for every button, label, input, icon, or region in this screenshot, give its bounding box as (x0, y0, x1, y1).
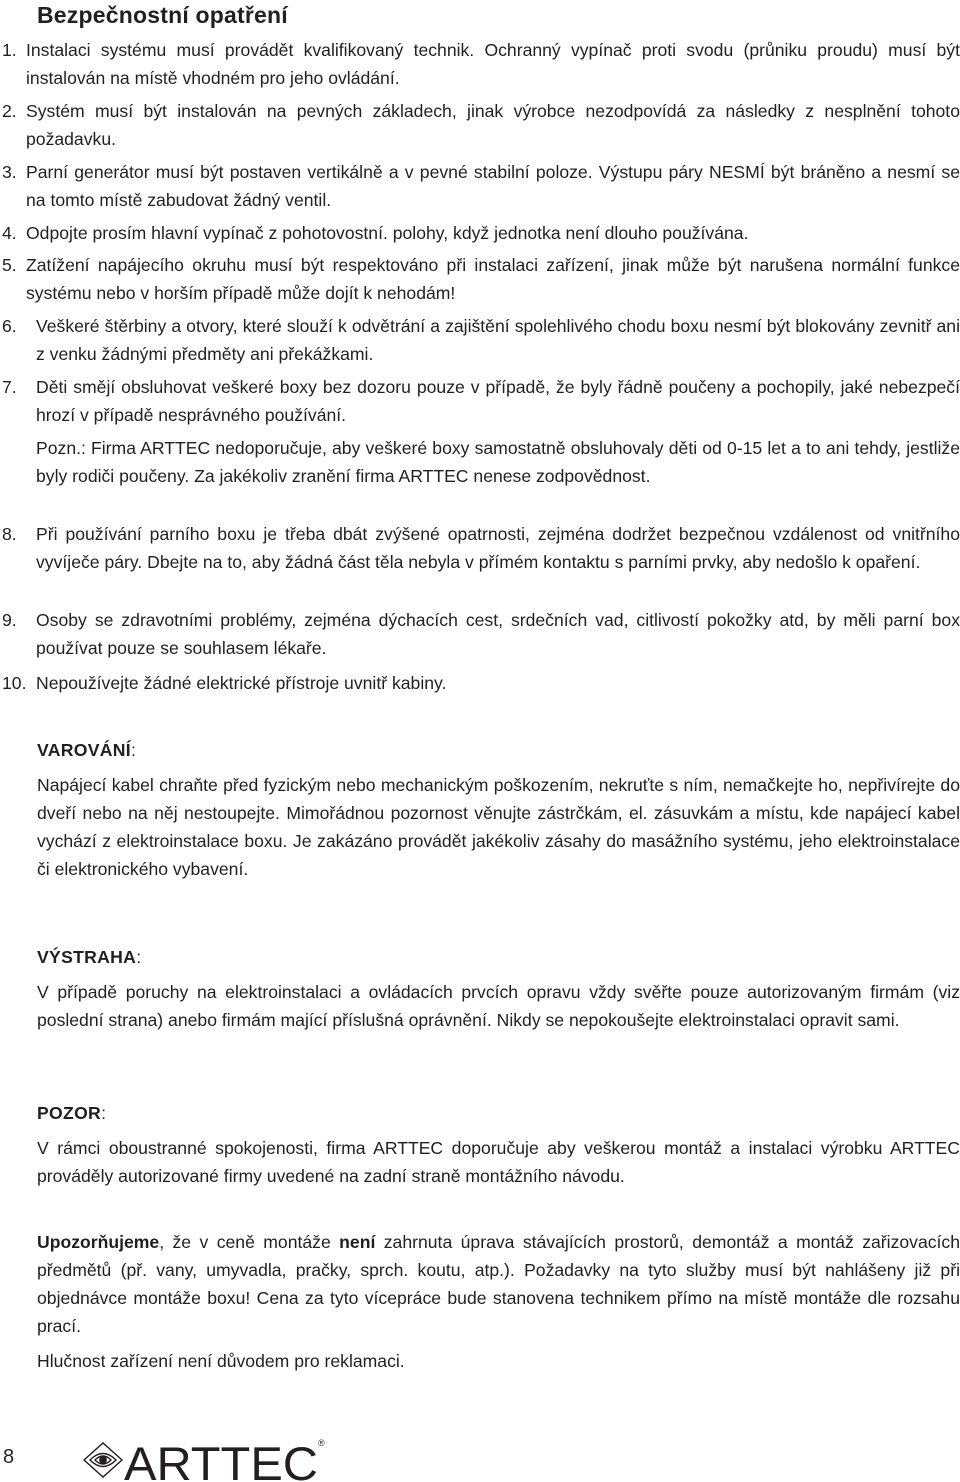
item-number: 4. (2, 223, 17, 243)
item-number: 3. (2, 162, 17, 182)
eye-icon (84, 1443, 122, 1477)
notice-section (37, 1228, 960, 1375)
item-number: 10. (2, 673, 27, 693)
caution-label: VÝSTRAHA (37, 947, 137, 967)
notice-part: zahrnuta úprava stávajících prostorů, demontáž a montáž zařizovacích předmětů (př. vany, umyvadla, pračky, sprch. koutu, atp.). Požadavky na tyto služby musí být nahlášeny již při objednávce montáže boxu! Cena za tyto vícepráce bude stanovena technikem přímo na místě montáže dle rozsahu prací. (37, 1232, 960, 1336)
item-number: 2. (2, 101, 17, 121)
item-text: Systém musí být instalován na pevných základech, jinak výrobce nezodpovídá za následky z nesplnění tohoto požadavku. (26, 101, 960, 149)
caution-section (37, 943, 960, 1034)
noise-note: Hlučnost zařízení není důvodem pro reklamaci. (37, 1351, 405, 1371)
item-number: 7. (2, 377, 17, 397)
notice-bold-neni: není (339, 1232, 376, 1252)
notice-text (37, 1228, 960, 1340)
warning-text: Napájecí kabel chraňte před fyzickým nebo mechanickým poškozením, nekruťte s ním, nemačkejte ho, nepřivírejte do dveří nebo na něj nestoupejte. Mimořádnou pozornost věnujte zástrčkám, el. zásuvkám a místu, kde napájecí kabel vychází z elektroinstalace boxu. Je zakázáno provádět jakékoliv zásahy do masážního systému, jeho elektroinstalace či elektronického vybavení. (37, 775, 960, 879)
brand-wordmark: ARTTEC (124, 1437, 318, 1482)
attention-text: V rámci oboustranné spokojenosti, firma ARTTEC doporučuje aby veškerou montáž a instalaci výrobku ARTTEC prováděly autorizované firmy uvedené na zadní straně montážního návodu. (37, 1138, 960, 1186)
item-text: Nepoužívejte žádné elektrické přístroje uvnitř kabiny. (36, 673, 447, 693)
notice-bold-upozornujeme: Upozorňujeme (37, 1232, 160, 1252)
item-text: Osoby se zdravotními problémy, zejména dýchacích cest, srdečních vad, citlivostí pokožky atd, by měli parní box používat pouze se souhlasem lékaře. (36, 610, 960, 658)
notice-part: , že v ceně montáže (159, 1232, 340, 1252)
attention-colon: : (101, 1103, 106, 1123)
item-number: 1. (2, 40, 17, 60)
item-text: Parní generátor musí být postaven vertikálně a v pevné stabilní poloze. Výstupu páry NESMÍ být bráněno a nesmí se na tomto místě zabudovat žádný ventil. (26, 162, 960, 210)
item-text: Odpojte prosím hlavní vypínač z pohotovostní. polohy, když jednotka není dlouho používána. (26, 223, 749, 243)
attention-section (37, 1099, 960, 1190)
item-number: 6. (2, 316, 17, 336)
attention-label: POZOR (37, 1103, 102, 1123)
page-number: 8 (3, 1446, 15, 1468)
item-text: Zatížení napájecího okruhu musí být respektováno při instalaci zařízení, jinak může být narušena normální funkce systému nebo v horším případě může dojít k nehodám! (26, 255, 960, 303)
item-number: 8. (2, 524, 17, 544)
item-text: Instalaci systému musí provádět kvalifikovaný technik. Ochranný vypínač proti svodu (průniku proudu) musí být instalován na místě vhodném pro jeho ovládání. (26, 40, 960, 88)
registered-mark: ® (318, 1438, 325, 1448)
item-text: Děti smějí obsluhovat veškeré boxy bez dozoru pouze v případě, že byly řádně poučeny a pochopily, jaké nebezpečí hrozí v případě nesprávného používání. (36, 377, 960, 425)
caution-text: V případě poruchy na elektroinstalaci a ovládacích prvcích opravu vždy svěřte pouze autorizovaným firmám (viz poslední strana) anebo firmám mající příslušná oprávnění. Nikdy se nepokoušejte elektroinstalaci opravit sami. (37, 982, 960, 1030)
warning-section (37, 736, 960, 883)
item-text: Při používání parního boxu je třeba dbát zvýšené opatrnosti, zejména dodržet bezpečnou vzdálenost od vnitřního vyvíječe páry. Dbejte na to, aby žádná část těla nebyla v přímém kontaktu s parními prvky, aby nedošlo k opaření. (36, 524, 960, 572)
warning-label: VAROVÁNÍ (37, 740, 131, 760)
page-title: Bezpečnostní opatření (37, 2, 288, 28)
item-number: 5. (2, 255, 17, 275)
caution-colon: : (136, 947, 142, 967)
item-number: 9. (2, 610, 17, 630)
warning-colon: : (130, 740, 136, 760)
arttec-logo (82, 1436, 327, 1482)
item-text: Veškeré štěrbiny a otvory, které slouží k odvětrání a zajištění spolehlivého chodu boxu nesmí být blokovány zevnitř ani z venku žádnými předměty ani překážkami. (36, 316, 960, 364)
item-text: Pozn.: Firma ARTTEC nedoporučuje, aby veškeré boxy samostatně obsluhovaly děti od 0-15 let a to ani tehdy, jestliže byly rodiči poučeny. Za jakékoliv zranění firma ARTTEC nenese zodpovědnost. (36, 438, 960, 486)
